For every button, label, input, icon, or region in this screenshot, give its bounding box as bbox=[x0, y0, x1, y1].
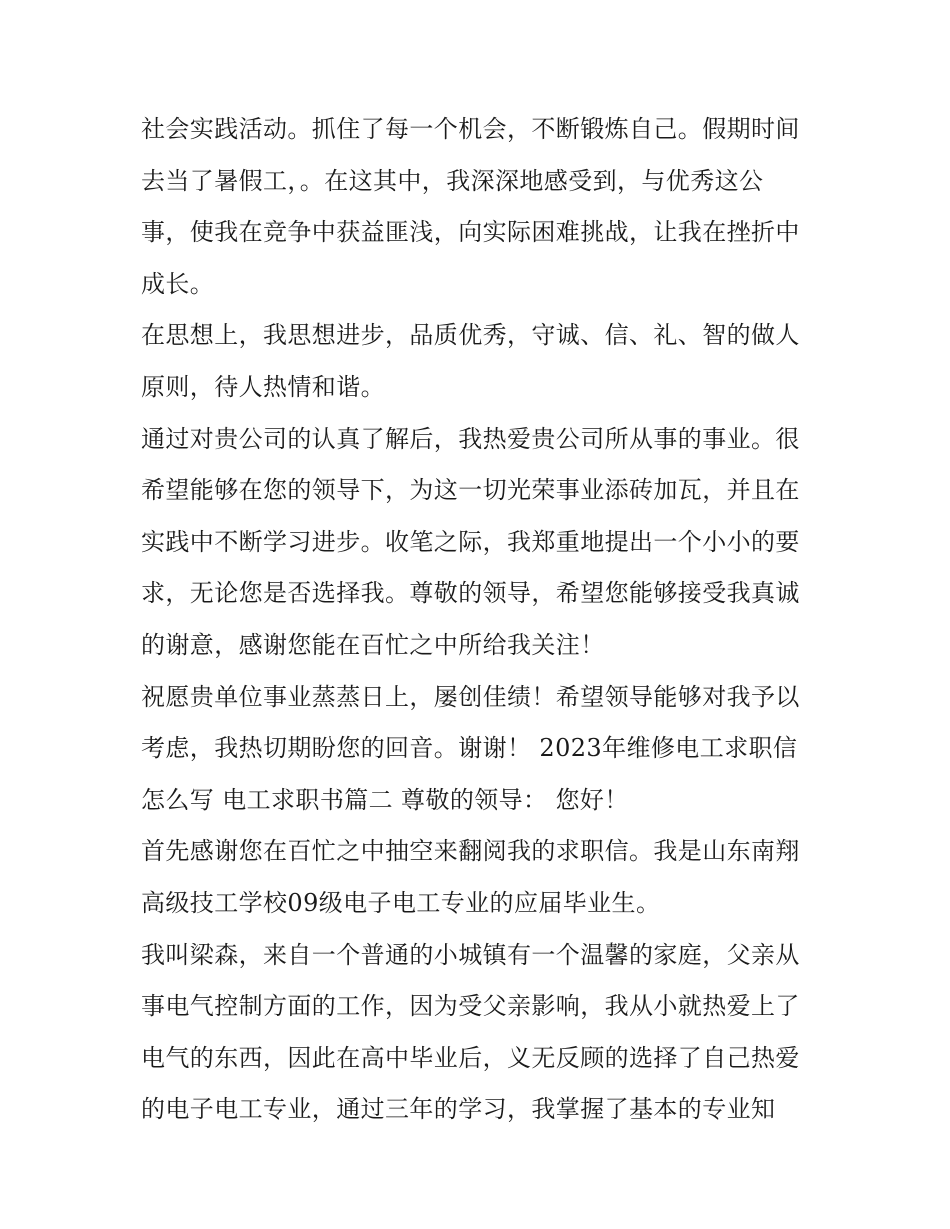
text-line: 考虑，我热切期盼您的回音。谢谢！ 2023年维修电工求职信 bbox=[141, 734, 798, 763]
text-line: 原则，待人热情和谐。 bbox=[141, 372, 385, 401]
text-line: 高级技工学校09级电子电工专业的应届毕业生。 bbox=[141, 888, 661, 917]
text-line: 的谢意，感谢您能在百忙之中所给我关注！ bbox=[141, 630, 605, 659]
text-line: 通过对贵公司的认真了解后，我热爱贵公司所从事的事业。很 bbox=[141, 424, 800, 453]
text-line: 去当了暑假工，。在这其中，我深深地感受到，与优秀这公 bbox=[141, 166, 764, 195]
text-line: 求，无论您是否选择我。尊敬的领导，希望您能够接受我真诚 bbox=[141, 579, 800, 608]
text-line: 怎么写 电工求职书篇二 尊敬的领导： 您好！ bbox=[141, 785, 629, 814]
text-line: 社会实践活动。抓住了每一个机会，不断锻炼自己。假期时间 bbox=[141, 115, 800, 143]
text-line: 祝愿贵单位事业蒸蒸日上，屡创佳绩！希望领导能够对我予以 bbox=[141, 682, 800, 711]
text-line: 事，使我在竞争中获益匪浅，向实际困难挑战，让我在挫折中 bbox=[141, 218, 800, 247]
text-line: 事电气控制方面的工作，因为受父亲影响，我从小就热爱上了 bbox=[141, 992, 800, 1021]
text-line: 在思想上，我思想进步，品质优秀，守诚、信、礼、智的做人 bbox=[141, 321, 800, 350]
document-body bbox=[141, 104, 821, 1136]
text-line: 的电子电工专业，通过三年的学习，我掌握了基本的专业知 bbox=[141, 1095, 776, 1124]
text-line: 成长。 bbox=[141, 269, 215, 298]
text-line: 我叫梁森，来自一个普通的小城镇有一个温馨的家庭，父亲从 bbox=[141, 940, 800, 969]
text-line: 希望能够在您的领导下，为这一切光荣事业添砖加瓦，并且在 bbox=[141, 476, 800, 505]
text-line: 电气的东西，因此在高中毕业后，义无反顾的选择了自己热爱 bbox=[141, 1043, 800, 1072]
text-line: 首先感谢您在百忙之中抽空来翻阅我的求职信。我是山东南翔 bbox=[141, 837, 800, 866]
text-line: 实践中不断学习进步。收笔之际，我郑重地提出一个小小的要 bbox=[141, 527, 800, 556]
